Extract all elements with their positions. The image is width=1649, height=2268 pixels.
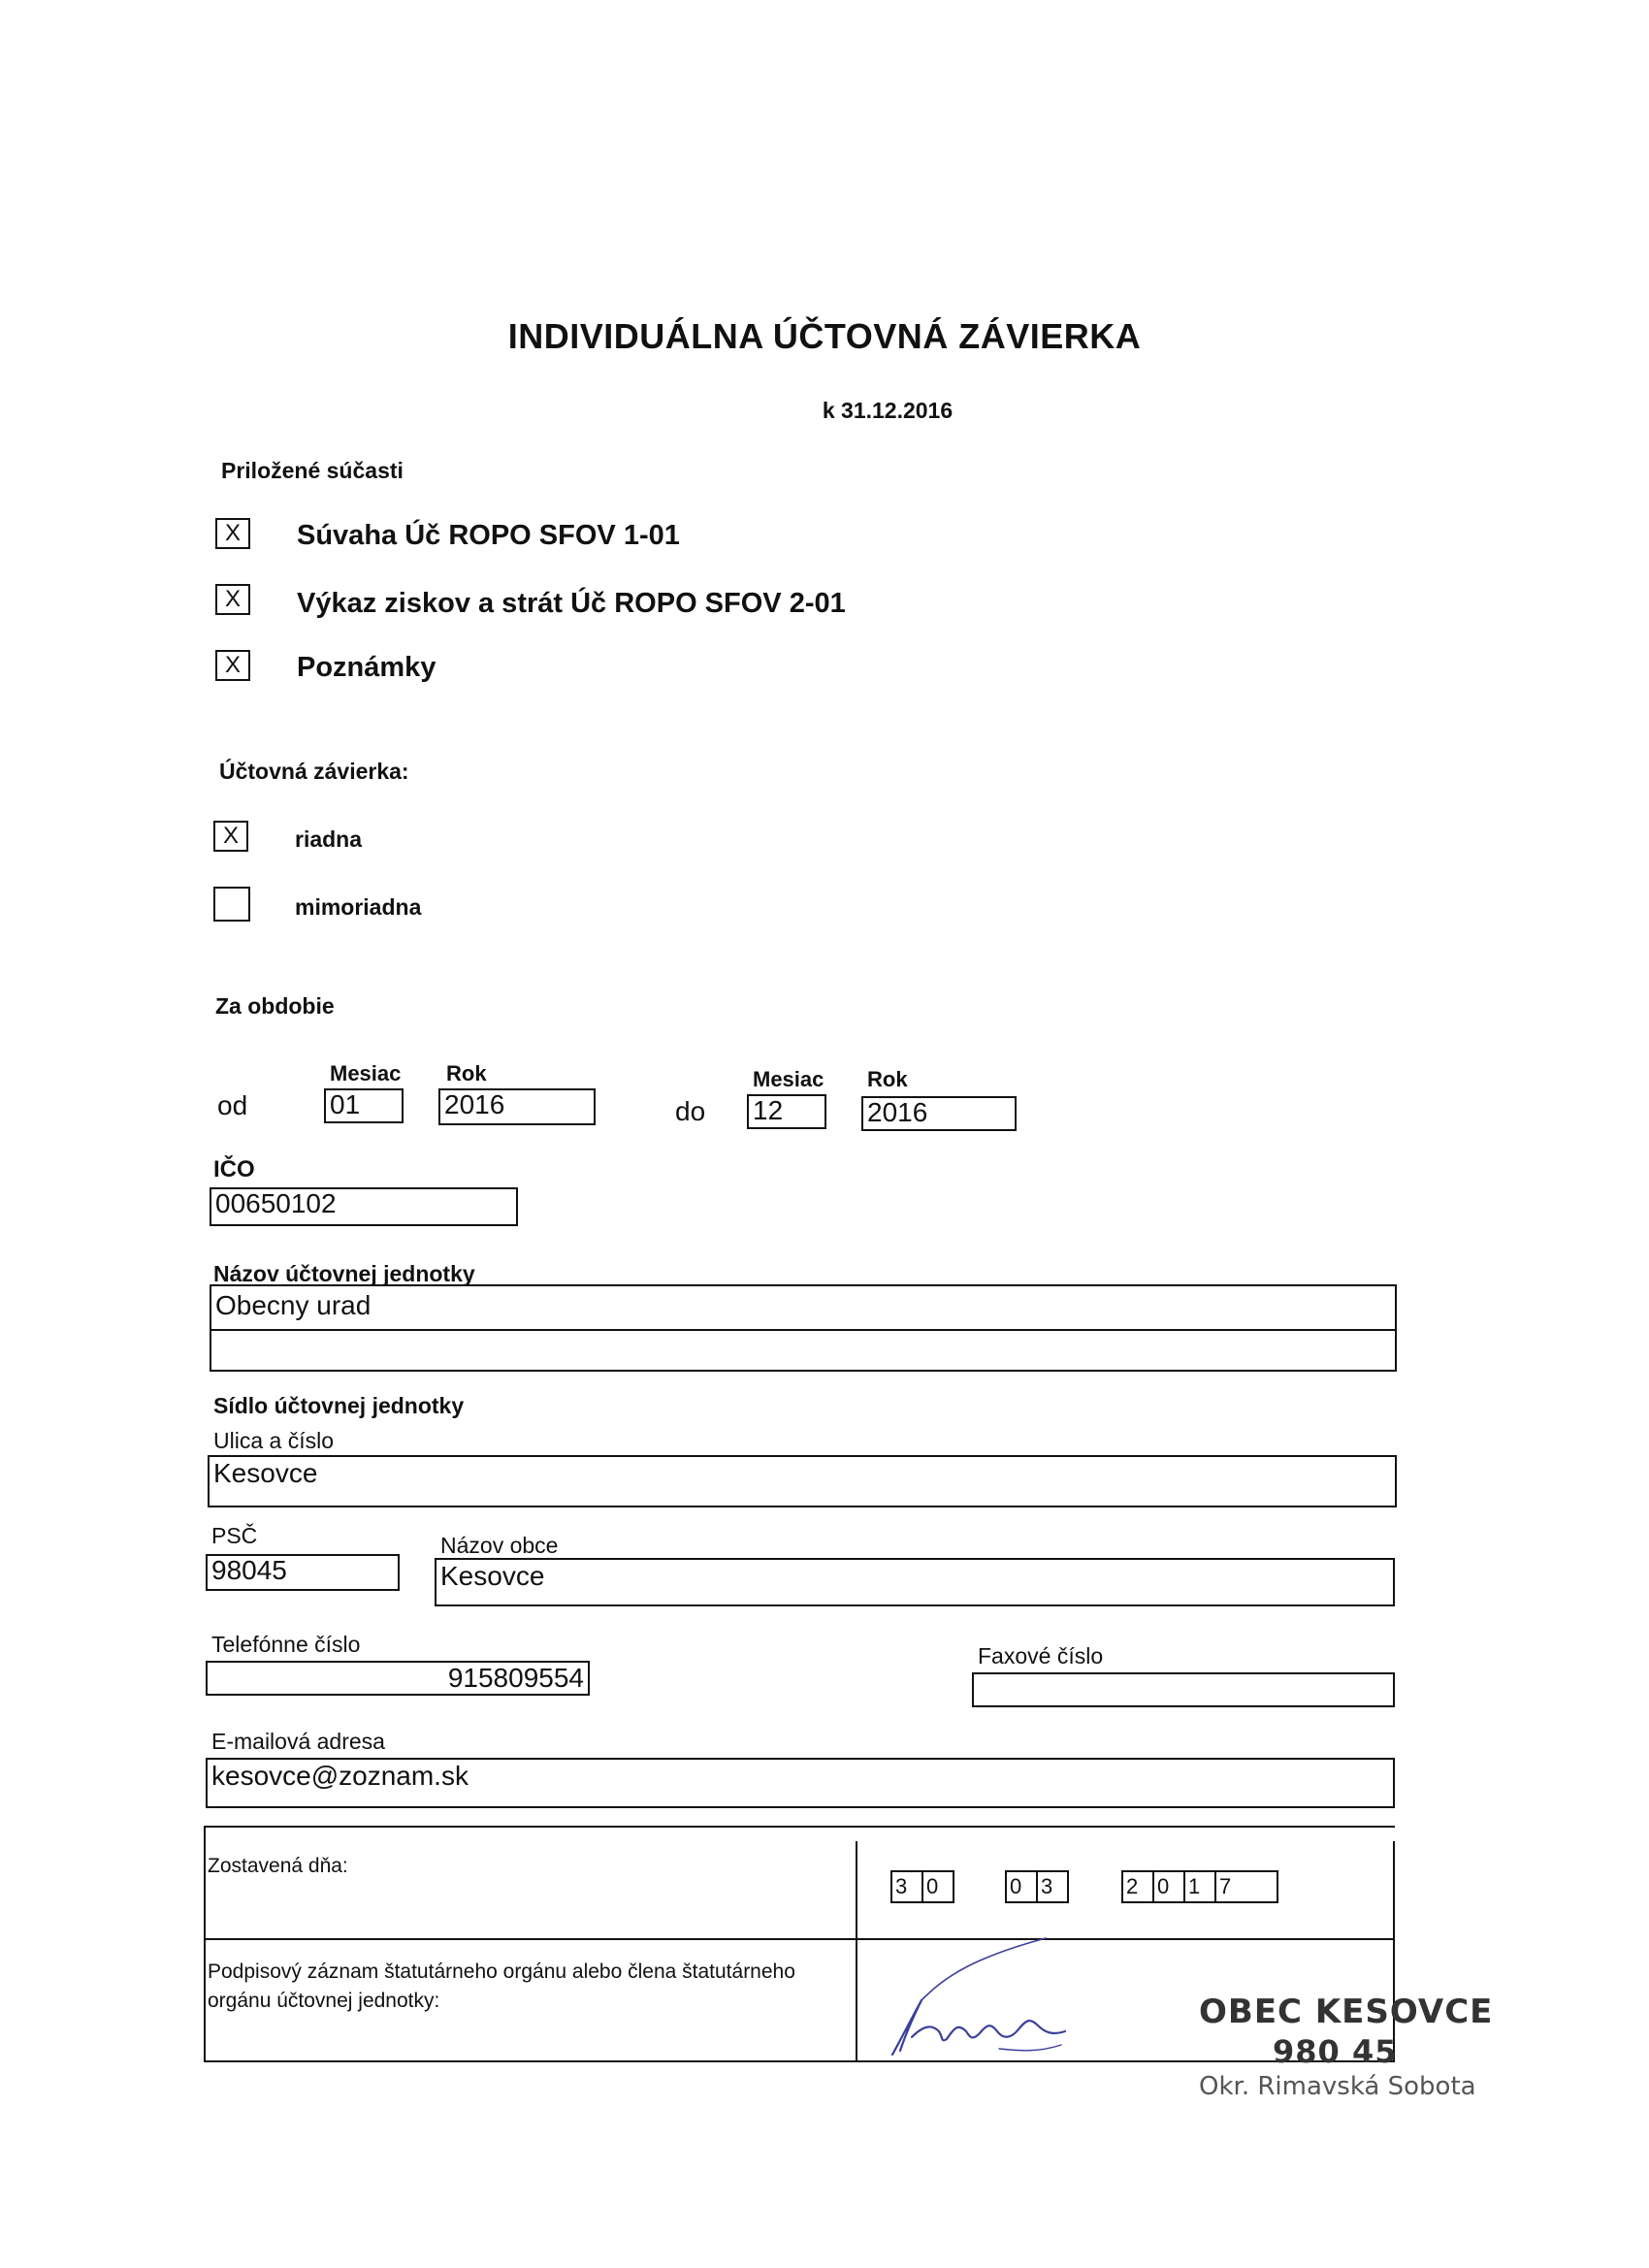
compiled-label: Zostavená dňa: (208, 1855, 348, 1877)
page-title: INDIVIDUÁLNA ÚČTOVNÁ ZÁVIERKA (507, 316, 1142, 356)
to-month-field[interactable]: 12 (747, 1094, 826, 1129)
ico-field[interactable]: 00650102 (210, 1187, 518, 1226)
attachments-heading: Priložené súčasti (221, 458, 404, 483)
checkbox-mimoriadna[interactable] (213, 887, 250, 922)
psc-field[interactable]: 98045 (206, 1554, 400, 1591)
psc-label: PSČ (211, 1523, 258, 1548)
entity-name-label: Názov účtovnej jednotky (213, 1261, 475, 1286)
from-year-field[interactable]: 2016 (438, 1088, 596, 1125)
fax-field[interactable] (972, 1672, 1395, 1707)
town-field[interactable]: Kesovce (435, 1558, 1395, 1606)
from-year-label: Rok (446, 1061, 487, 1085)
signature-label (208, 1958, 848, 2016)
from-month-field[interactable]: 01 (324, 1088, 404, 1123)
handwritten-signature (883, 1930, 1077, 2066)
entity-name-box (210, 1284, 1397, 1372)
compiled-month-digit-2[interactable]: 3 (1036, 1870, 1069, 1903)
email-field[interactable]: kesovce@zoznam.sk (206, 1758, 1395, 1808)
attachment-label-suvaha: Súvaha Úč ROPO SFOV 1-01 (297, 520, 680, 551)
street-field[interactable]: Kesovce (208, 1455, 1397, 1507)
fax-label: Faxové číslo (978, 1643, 1104, 1669)
compiled-year-digit-4[interactable]: 7 (1214, 1870, 1278, 1903)
compiled-year-digit-1[interactable]: 2 (1121, 1870, 1154, 1903)
ico-label: IČO (213, 1156, 255, 1183)
option-label-riadna: riadna (295, 826, 363, 852)
signature-label-line1: Podpisový záznam štatutárneho orgánu alebo člena štatutárneho (208, 1960, 795, 1983)
to-year-field[interactable]: 2016 (861, 1096, 1017, 1131)
attachment-label-vykaz: Výkaz ziskov a strát Úč ROPO SFOV 2-01 (297, 588, 846, 619)
compiled-year-digit-3[interactable]: 1 (1183, 1870, 1216, 1903)
period-heading: Za obdobie (215, 993, 335, 1019)
email-label: E-mailová adresa (211, 1729, 385, 1754)
phone-label: Telefónne číslo (211, 1632, 361, 1657)
compiled-month-digit-1[interactable]: 0 (1005, 1870, 1038, 1903)
compiled-day-digit-1[interactable]: 3 (890, 1870, 923, 1903)
compiled-day-digit-2[interactable]: 0 (922, 1870, 954, 1903)
stamp-line2: 980 45 (1273, 2033, 1398, 2070)
from-month-label: Mesiac (330, 1061, 402, 1085)
checkbox-suvaha[interactable]: X (215, 518, 250, 549)
stamp-line1: OBEC KESOVCE (1199, 1993, 1494, 2031)
checkbox-poznamky[interactable]: X (215, 650, 250, 681)
compiled-year-digit-2[interactable]: 0 (1152, 1870, 1185, 1903)
entity-name-line1[interactable]: Obecny urad (211, 1286, 1395, 1331)
attachment-label-poznamky: Poznámky (297, 652, 436, 683)
to-year-label: Rok (867, 1067, 908, 1091)
period-from-label: od (217, 1090, 248, 1120)
to-month-label: Mesiac (753, 1067, 824, 1091)
signature-label-line2: orgánu účtovnej jednotky: (208, 1990, 440, 2012)
street-label: Ulica a číslo (213, 1428, 334, 1453)
checkbox-vykaz[interactable]: X (215, 584, 250, 615)
checkbox-riadna[interactable]: X (213, 821, 248, 852)
stamp-line3: Okr. Rimavská Sobota (1199, 2072, 1476, 2101)
town-label: Názov obce (440, 1533, 559, 1558)
closing-type-heading: Účtovná závierka: (219, 759, 409, 784)
period-to-label: do (675, 1096, 706, 1126)
entity-name-line2[interactable] (211, 1331, 1395, 1370)
address-heading: Sídlo účtovnej jednotky (213, 1393, 465, 1418)
report-date: k 31.12.2016 (822, 398, 954, 423)
option-label-mimoriadna: mimoriadna (295, 894, 422, 920)
phone-field[interactable]: 915809554 (206, 1661, 590, 1696)
